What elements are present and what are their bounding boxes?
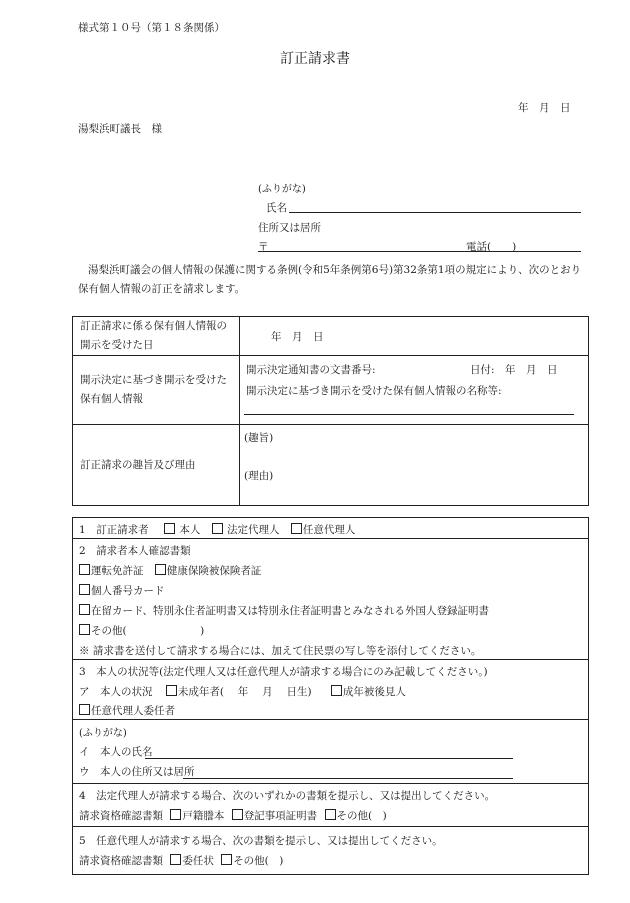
section-principal-status [73,660,588,784]
section-identity-docs [73,539,588,660]
voluntary-other-label: その他( ) [233,855,284,867]
principal-address-label: ウ 本人の住所又は居所 [79,766,195,778]
section4-heading: 4 法定代理人が請求する場合、次のいずれかの書類を提示し、又は提出してください。 [79,790,496,802]
legal-agent-option-label: 法定代理人 [227,524,280,536]
power-of-attorney-label: 委任状 [182,855,214,867]
mail-note: ※ 請求書を送付して請求する場合には、加えて住民票の写し等を添付してください。 [79,645,482,657]
adult-ward-label: 成年被後見人 [342,686,406,698]
voluntary-principal-checkbox[interactable] [79,704,90,715]
insurance-card-checkbox[interactable] [155,564,166,575]
table-row [73,356,589,425]
requester-name-line[interactable] [289,212,581,213]
intro-text: 湯梨浜町議会の個人情報の保護に関する条例(令和5年条例第6号)第32条第1項の規定により、次のとおり保有個人情報の訂正を請求します。 [78,264,582,295]
postal-mark: 〒 [258,241,269,253]
insurance-card-label: 健康保険被保険者証 [166,565,262,577]
requester-details-box [72,517,589,875]
section-requester-type [73,518,588,539]
info-name-line[interactable] [244,414,574,415]
my-number-checkbox[interactable] [79,584,90,595]
legal-other-label: その他( ) [336,810,387,822]
table-row [73,425,589,506]
principal-name-line[interactable] [145,758,513,759]
registry-cert-checkbox[interactable] [232,809,243,820]
requester-furigana-label: (ふりがな) [258,184,306,195]
principal-address-line[interactable] [183,778,513,779]
other-doc-checkbox[interactable] [79,624,90,635]
disclosure-date-field[interactable]: 年 月 日 [240,317,589,356]
principal-furigana-label: (ふりがな) [79,728,127,739]
divider [73,719,588,720]
section5-heading: 5 任意代理人が請求する場合、次の書類を提示し、又は提出してください。 [79,835,443,847]
adult-ward-checkbox[interactable] [331,685,342,696]
voluntary-agent-checkbox[interactable] [291,523,302,534]
my-number-label: 個人番号カード [91,585,165,597]
reason-label: (理由) [244,470,274,482]
section1-label: 1 訂正請求者 [79,524,149,536]
family-register-checkbox[interactable] [170,809,181,820]
power-of-attorney-checkbox[interactable] [170,854,181,865]
section2-heading: 2 請求者本人確認書類 [79,545,191,557]
purpose-reason-label: 訂正請求の趣旨及び理由 [73,425,240,506]
minor-label: 未成年者( 年 月 日生) [177,686,312,698]
registry-cert-label: 登記事項証明書 [243,810,318,822]
disclosure-date-label: 訂正請求に係る保有個人情報の開示を受けた日 [73,317,240,356]
table-row [73,317,589,356]
request-date: 年 月 日 [518,102,571,114]
principal-name-label: イ 本人の氏名 [79,746,153,758]
section-voluntary-agent-docs [73,827,588,873]
page-title: 訂正請求書 [280,51,350,67]
legal-agent-docs-label: 請求資格確認書類 [79,810,163,822]
section3-heading: 3 本人の状況等(法定代理人又は任意代理人が請求する場合にのみ記載してください。) [79,666,488,678]
requester-name-label: 氏名 [266,202,287,214]
voluntary-principal-label: 任意代理人委任者 [91,705,175,717]
notice-date-label: 日付: 年 月 日 [470,364,558,376]
legal-agent-checkbox[interactable] [212,523,223,534]
minor-checkbox[interactable] [166,685,177,696]
voluntary-agent-docs-label: 請求資格確認書類 [79,855,163,867]
voluntary-other-checkbox[interactable] [221,854,232,865]
self-option-label: 本人 [179,524,201,536]
notice-doc-number-label: 開示決定通知書の文書番号: [246,364,376,376]
voluntary-agent-option-label: 任意代理人 [302,524,356,536]
requester-address-label: 住所又は居所 [258,222,321,234]
purpose-label: (趣旨) [244,432,274,444]
disclosed-info-label: 開示決定に基づき開示を受けた保有個人情報 [73,356,240,425]
disclosed-info-field[interactable] [240,356,589,425]
self-checkbox[interactable] [164,523,175,534]
principal-status-label: ア 本人の状況 [79,686,153,698]
driver-license-checkbox[interactable] [79,564,90,575]
phone-label: 電話( ) [466,241,517,253]
addressee: 湯梨浜町議長 様 [78,123,162,135]
request-table [72,316,589,506]
requester-address-line[interactable] [258,251,581,252]
family-register-label: 戸籍謄本 [182,810,225,822]
info-name-label: 開示決定に基づき開示を受けた保有個人情報の名称等: [246,385,502,397]
residence-card-label: 在留カード、特別永住者証明書又は特別永住者証明書とみなされる外国人登録証明書 [91,605,490,617]
other-doc-label: その他( ) [91,625,205,637]
purpose-reason-field[interactable] [240,425,589,506]
driver-license-label: 運転免許証 [91,565,144,577]
legal-other-checkbox[interactable] [325,809,336,820]
section-legal-agent-docs [73,784,588,827]
residence-card-checkbox[interactable] [79,604,90,615]
form-number: 様式第１０号（第１８条関係） [78,22,225,34]
